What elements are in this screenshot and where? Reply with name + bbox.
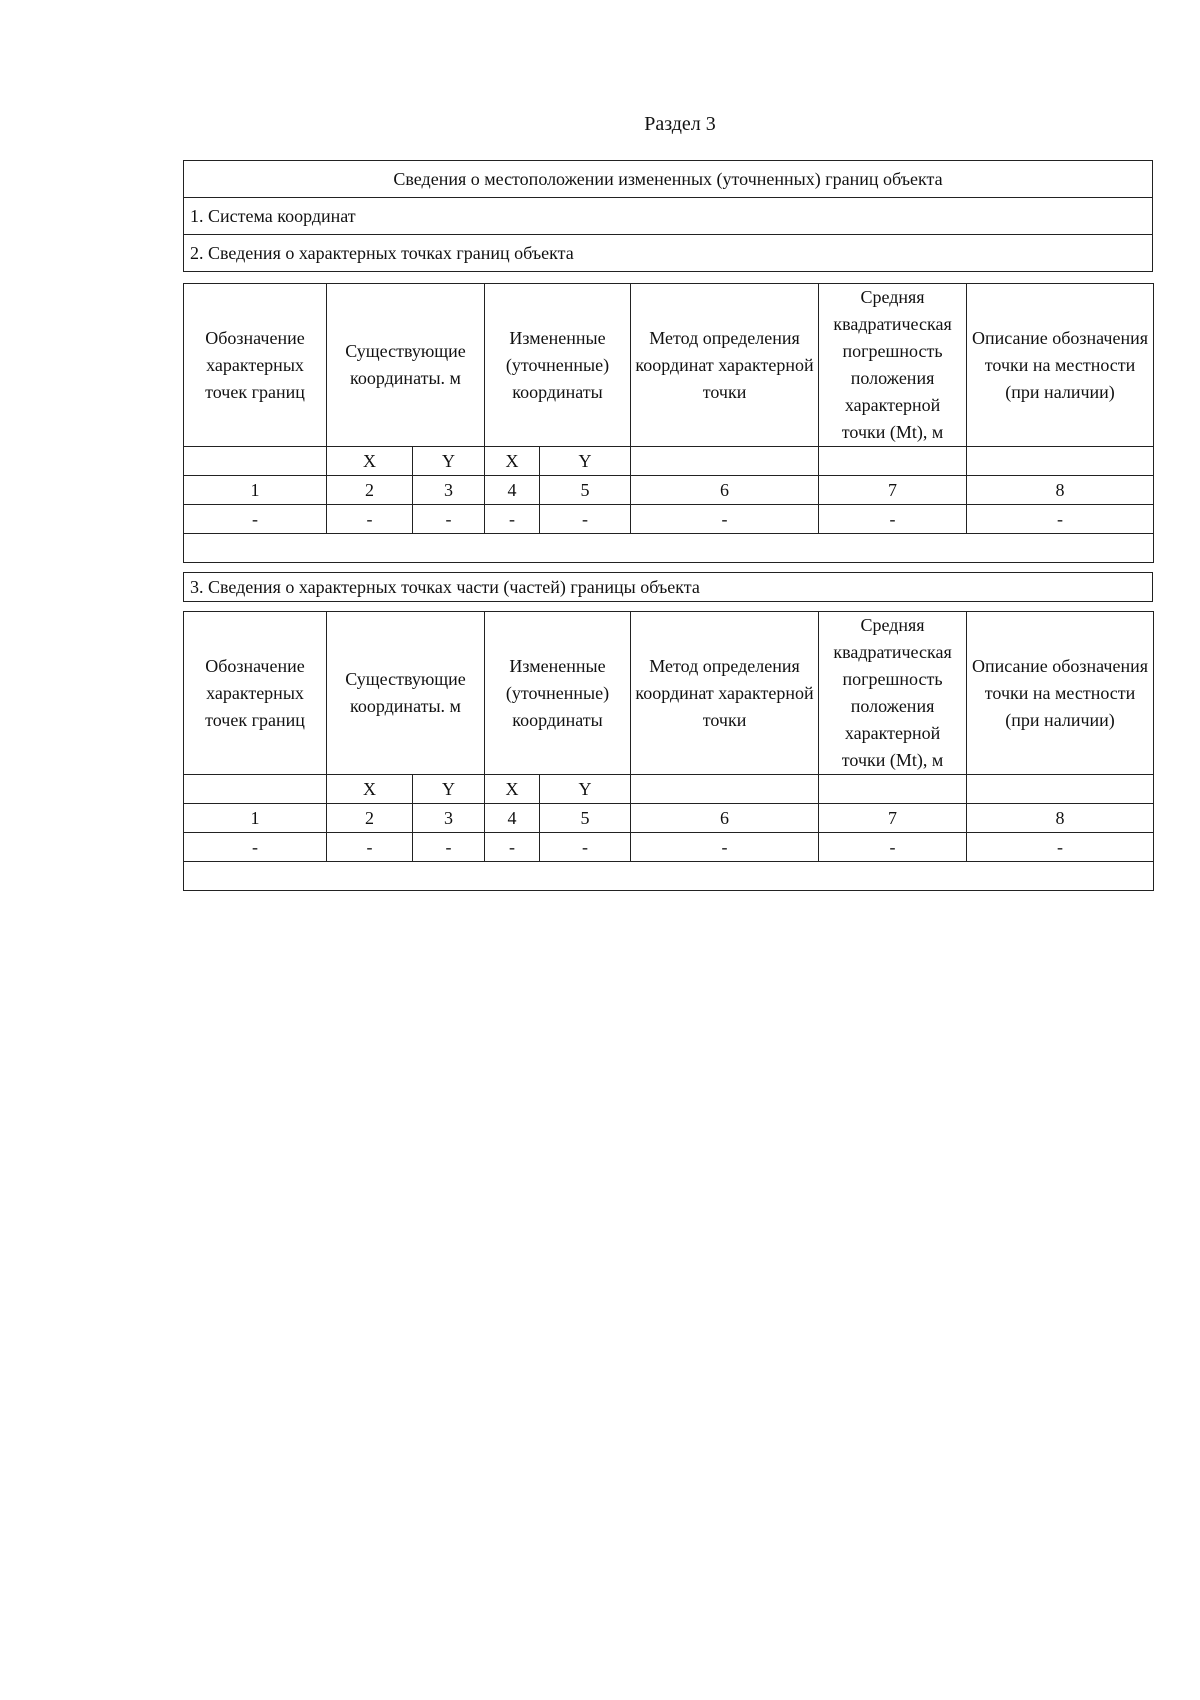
cell-value: -: [540, 505, 631, 534]
column-number: 4: [485, 804, 540, 833]
header-point-designation: Обозначение характерных точек границ: [184, 612, 327, 775]
header-y: Y: [540, 775, 631, 804]
empty-row: [184, 862, 1154, 891]
cell-value: -: [631, 505, 819, 534]
cell-value: -: [819, 505, 967, 534]
header-description: Описание обозначения точки на местности (при наличии): [967, 612, 1154, 775]
empty-cell: [819, 447, 967, 476]
header-existing-coordinates: Существующие координаты. м: [327, 612, 485, 775]
column-number: 8: [967, 476, 1154, 505]
boundary-points-table: [183, 283, 1154, 563]
empty-cell: [967, 775, 1154, 804]
header-changed-coordinates: Измененные (уточненные) координаты: [485, 284, 631, 447]
cell-value: -: [184, 833, 327, 862]
column-number: 5: [540, 804, 631, 833]
column-numbers-row: [184, 804, 1154, 833]
column-number: 6: [631, 804, 819, 833]
empty-row: [184, 534, 1154, 563]
cell-value: -: [485, 833, 540, 862]
header-description: Описание обозначения точки на местности (при наличии): [967, 284, 1154, 447]
table-row: [184, 833, 1154, 862]
cell-value: -: [327, 505, 413, 534]
cell-value: -: [967, 505, 1154, 534]
part-boundary-points-table: [183, 611, 1154, 891]
cell-value: -: [413, 833, 485, 862]
empty-cell: [631, 775, 819, 804]
column-number: 3: [413, 476, 485, 505]
empty-cell: [967, 447, 1154, 476]
header-mean-error: Средняя квадратическая погрешность положения характерной точки (Mt), м: [819, 612, 967, 775]
cell-value: -: [819, 833, 967, 862]
cell-value: -: [540, 833, 631, 862]
header-mean-error: Средняя квадратическая погрешность положения характерной точки (Mt), м: [819, 284, 967, 447]
column-number: 3: [413, 804, 485, 833]
cell-value: -: [327, 833, 413, 862]
header-y: Y: [540, 447, 631, 476]
part-boundary-info-box: [183, 572, 1153, 602]
header-point-designation: Обозначение характерных точек границ: [184, 284, 327, 447]
header-x: X: [485, 447, 540, 476]
column-number: 4: [485, 476, 540, 505]
boundary-points-label: 2. Сведения о характерных точках границ объекта: [184, 235, 1153, 272]
cell-value: -: [413, 505, 485, 534]
cell-value: -: [967, 833, 1154, 862]
column-number: 1: [184, 476, 327, 505]
cell-value: -: [631, 833, 819, 862]
part-points-label: 3. Сведения о характерных точках части (частей) границы объекта: [184, 573, 1153, 602]
object-boundary-info-box: [183, 160, 1153, 272]
column-number: 2: [327, 476, 413, 505]
header-x: X: [485, 775, 540, 804]
column-number: 2: [327, 804, 413, 833]
header-changed-coordinates: Измененные (уточненные) координаты: [485, 612, 631, 775]
section-heading: Сведения о местоположении измененных (уточненных) границ объекта: [184, 161, 1153, 198]
column-number: 1: [184, 804, 327, 833]
header-existing-coordinates: Существующие координаты. м: [327, 284, 485, 447]
column-numbers-row: [184, 476, 1154, 505]
empty-cell: [184, 775, 327, 804]
empty-cell: [184, 447, 327, 476]
table-row: [184, 505, 1154, 534]
header-y: Y: [413, 775, 485, 804]
empty-cell: [819, 775, 967, 804]
cell-value: -: [184, 505, 327, 534]
header-method: Метод определения координат характерной точки: [631, 612, 819, 775]
cell-value: -: [485, 505, 540, 534]
column-number: 8: [967, 804, 1154, 833]
column-number: 6: [631, 476, 819, 505]
header-y: Y: [413, 447, 485, 476]
column-number: 7: [819, 804, 967, 833]
coordinate-system-label: 1. Система координат: [184, 198, 1153, 235]
column-number: 5: [540, 476, 631, 505]
header-x: X: [327, 447, 413, 476]
page-title: Раздел 3: [644, 113, 716, 135]
empty-cell: [631, 447, 819, 476]
header-method: Метод определения координат характерной точки: [631, 284, 819, 447]
column-number: 7: [819, 476, 967, 505]
header-x: X: [327, 775, 413, 804]
